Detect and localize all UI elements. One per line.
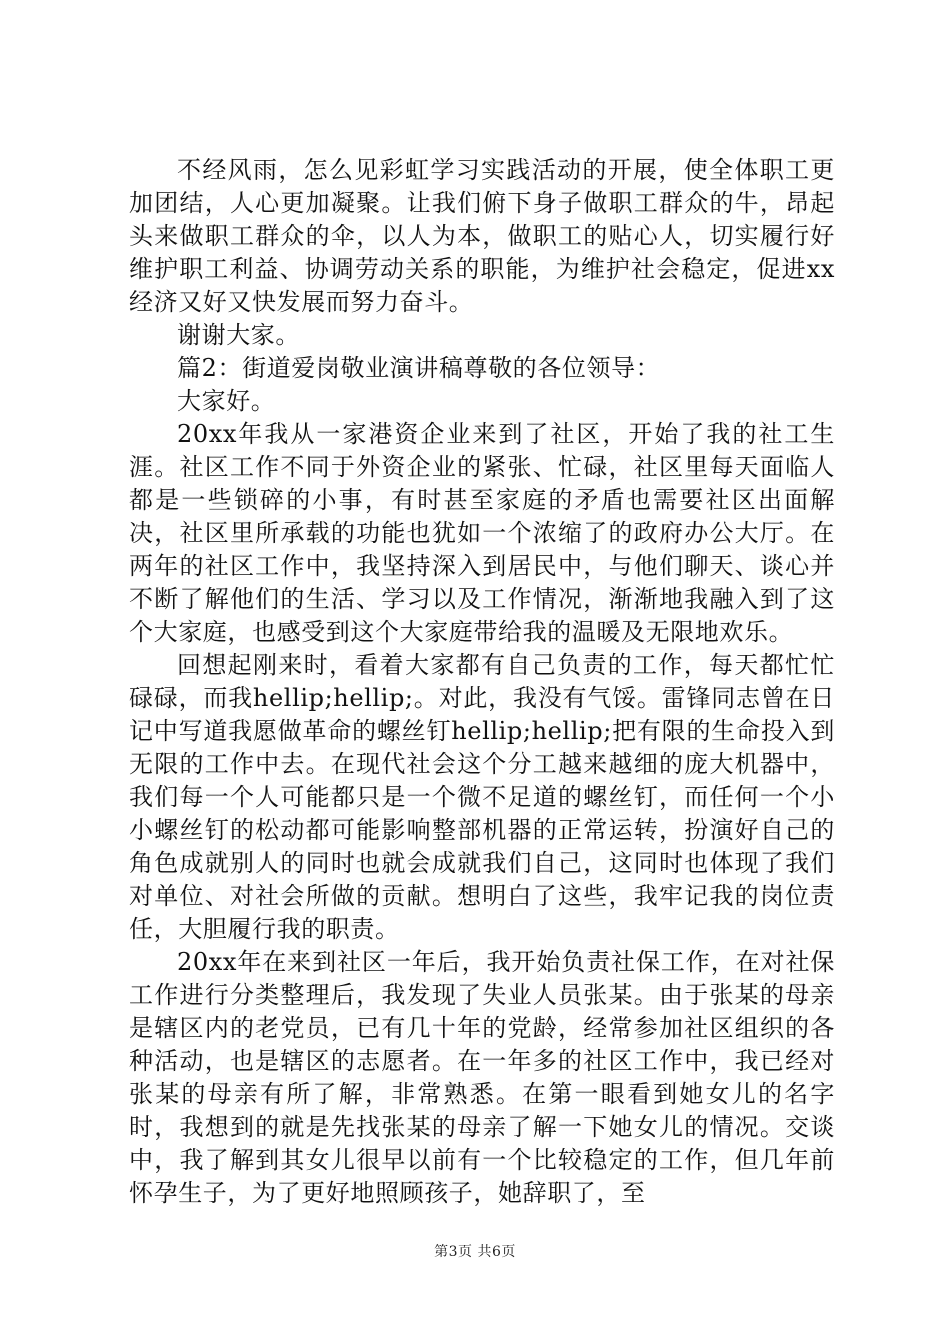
paragraph: 大家好。: [177, 387, 276, 415]
paragraph: 不经风雨，怎么见彩虹学习实践活动的开展，使全体职工更加团结，人心更加凝聚。让我们俯下身子做职工群众的牛，昂起头来做职工群众的伞，以人为本，做职工的贴心人，切实履行好维护职工利益、协调劳动关系的职能，为维护社会稳定，促进xx经济又好又快发展而努力奋斗。: [129, 156, 835, 316]
page-footer: 第3页 共6页: [434, 1244, 516, 1260]
paragraph: 回想起刚来时，看着大家都有自己负责的工作，每天都忙忙碌碌，而我hellip;hellip;。对此，我没有气馁。雷锋同志曾在日记中写道我愿做革命的螺丝钉hellip;hellip;把有限的生命投入到无限的工作中去。在现代社会这个分工越来越细的庞大机器中，我们每一个人可能都只是一个微不足道的螺丝钉，而任何一个小小螺丝钉的松动都可能影响整部机器的正常运转，扮演好自己的角色成就别人的同时也就会成就我们自己，这同时也体现了我们对单位、对社会所做的贡献。想明白了这些，我牢记我的岗位责任，大胆履行我的职责。: [129, 651, 835, 943]
paragraph: 20xx年我从一家港资企业来到了社区，开始了我的社工生涯。社区工作不同于外资企业的紧张、忙碌，社区里每天面临人都是一些锁碎的小事，有时甚至家庭的矛盾也需要社区出面解决，社区里所承载的功能也犹如一个浓缩了的政府办公大厅。在两年的社区工作中，我坚持深入到居民中，与他们聊天、谈心并不断了解他们的生活、学习以及工作情况，渐渐地我融入到了这个大家庭，也感受到这个大家庭带给我的温暖及无限地欢乐。: [129, 420, 835, 646]
paragraph: 20xx年在来到社区一年后，我开始负责社保工作，在对社保工作进行分类整理后，我发现了失业人员张某。由于张某的母亲是辖区内的老党员，已有几十年的党龄，经常参加社区组织的各种活动，也是辖区的志愿者。在一年多的社区工作中，我已经对张某的母亲有所了解，非常熟悉。在第一眼看到她女儿的名字时，我想到的就是先找张某的母亲了解一下她女儿的情况。交谈中，我了解到其女儿很早以前有一个比较稳定的工作，但几年前怀孕生子，为了更好地照顾孩子，她辞职了，至: [129, 948, 835, 1207]
section-heading: 篇2：街道爱岗敬业演讲稿尊敬的各位领导：: [177, 354, 661, 382]
paragraph: 谢谢大家。: [177, 321, 300, 349]
document-body: [129, 154, 835, 1210]
